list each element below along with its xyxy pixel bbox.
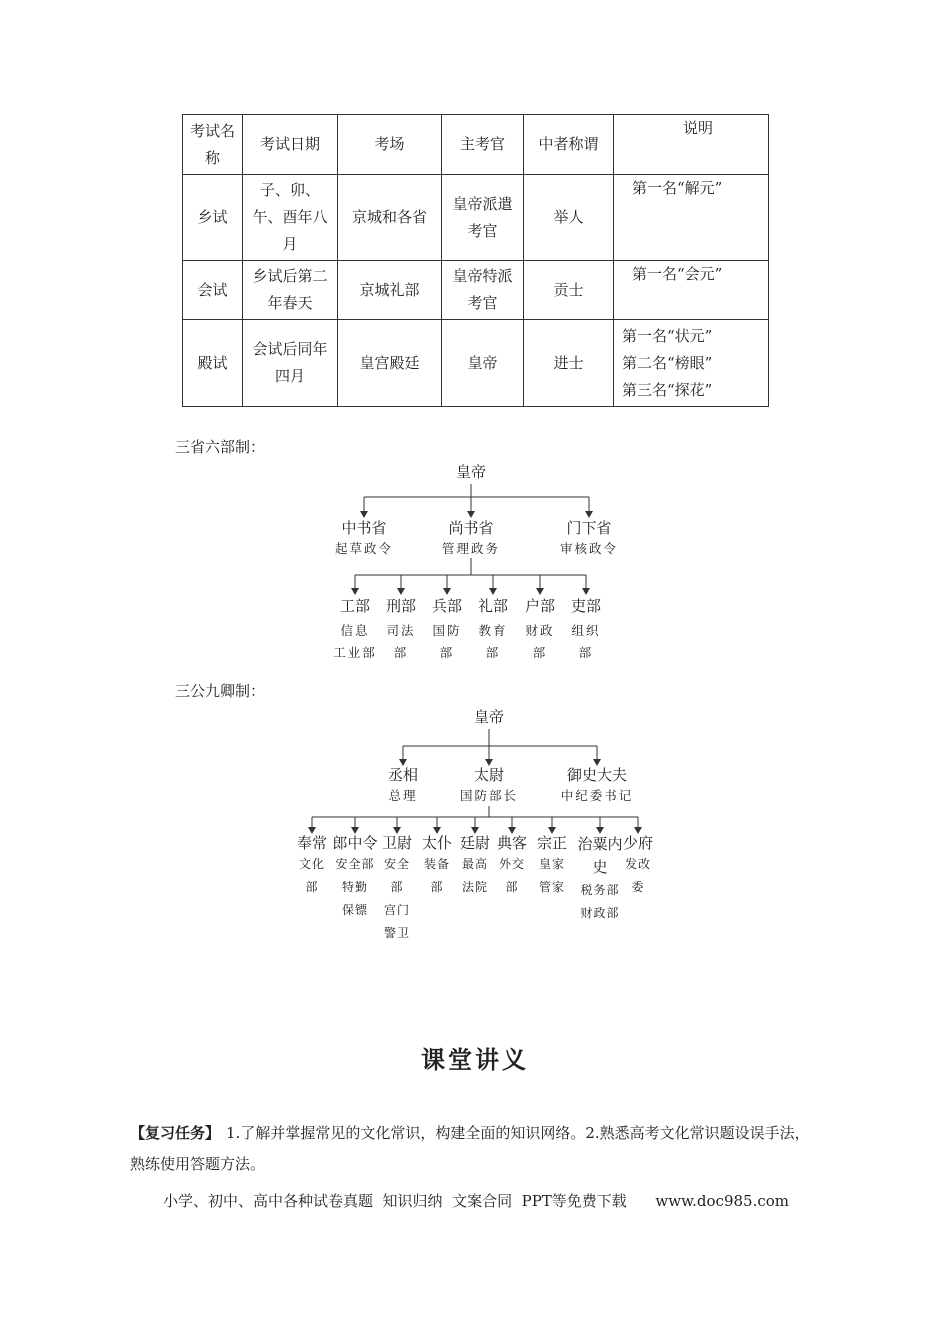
sangong-l2-node [623, 833, 653, 899]
sangong-l1-node [460, 765, 518, 807]
note-line: 第一名“状元” [622, 326, 713, 345]
node-desc: 国防 [432, 623, 462, 638]
node-desc: 财政 [525, 623, 555, 638]
node-name: 御史大夫 [566, 766, 628, 784]
sangong-l2-node [332, 833, 377, 922]
node-desc: 外交 [498, 857, 526, 871]
node-desc: 文化 [298, 857, 326, 871]
node-desc: 中纪委书记 [560, 788, 634, 803]
node-name: 工部 [339, 597, 371, 615]
node-desc: 委 [631, 880, 645, 894]
header-cell: 中者称谓 [524, 115, 614, 175]
node-desc: 组织 [571, 623, 601, 638]
node-name: 典客 [496, 834, 528, 852]
node-desc: 警卫 [383, 926, 411, 940]
node-desc: 信息 [340, 623, 370, 638]
exam-venue-cell: 京城和各省 [338, 175, 442, 261]
note-line: 第二名“榜眼” [622, 353, 713, 372]
node-desc: 部 [578, 645, 594, 660]
exam-date-cell: 子、卯、午、酉年八月 [243, 175, 338, 261]
review-task [130, 1118, 820, 1180]
node-desc: 国防部长 [459, 788, 519, 803]
exam-name-cell: 会试 [183, 261, 243, 320]
sangong-root [474, 707, 504, 727]
node-name: 户部 [524, 597, 556, 615]
node-name: 门下省 [566, 519, 612, 537]
node-desc: 部 [390, 880, 404, 894]
footer [163, 1190, 789, 1211]
node-desc: 起草政令 [334, 541, 394, 556]
node-desc: 税务部 [580, 883, 620, 897]
exam-name-cell: 殿试 [183, 320, 243, 407]
exam-title-cell: 进士 [524, 320, 614, 407]
node-name: 太尉 [473, 766, 505, 784]
header-cell: 考场 [338, 115, 442, 175]
node-name: 少府 [622, 834, 654, 852]
node-desc: 工业部 [333, 645, 377, 660]
sangong-l2-node [297, 833, 327, 899]
node-desc: 部 [393, 645, 409, 660]
sangong-l2-node [497, 833, 527, 899]
node-desc: 司法 [386, 623, 416, 638]
node-name: 中书省 [341, 519, 387, 537]
note-line: 第一名“解元” [632, 179, 723, 197]
node-name: 卫尉 [381, 834, 413, 852]
review-label: 【复习任务】 [130, 1124, 221, 1142]
node-name: 皇帝 [473, 708, 505, 726]
header-cell: 说明 [614, 115, 769, 175]
node-desc: 装备 [423, 857, 451, 871]
node-name: 郎中令 [332, 834, 378, 852]
exam-venue-cell: 皇宫殿廷 [338, 320, 442, 407]
node-desc: 部 [439, 645, 455, 660]
exam-venue-cell: 京城礼部 [338, 261, 442, 320]
node-desc: 部 [532, 645, 548, 660]
footer-url[interactable]: www.doc985.com [655, 1192, 790, 1210]
sansheng-label: 三省六部制： [175, 438, 266, 456]
exam-date-cell: 会试后同年四月 [243, 320, 338, 407]
node-name: 皇帝 [455, 463, 487, 481]
exam-examiner-cell: 皇帝派遣考官 [442, 175, 524, 261]
exam-examiner-cell: 皇帝 [442, 320, 524, 407]
node-desc: 部 [430, 880, 444, 894]
node-desc: 部 [485, 645, 501, 660]
sangong-l1-node [561, 765, 634, 807]
note-line: 第三名“探花” [622, 380, 713, 399]
node-name: 太仆 [421, 834, 453, 852]
header-cell: 考试日期 [243, 115, 338, 175]
exam-title-cell: 举人 [524, 175, 614, 261]
footer-text: 小学、初中、高中各种试卷真题 知识归纳 文案合同 PPT等免费下载 [163, 1192, 627, 1210]
sangong-label: 三公九卿制： [175, 682, 266, 700]
node-name: 尚书省 [448, 519, 494, 537]
node-desc: 宫门 [383, 903, 411, 917]
sangong-l2-node [575, 833, 625, 925]
header-cell: 主考官 [442, 115, 524, 175]
node-desc: 皇家 [538, 857, 566, 871]
node-name: 治粟内史 [577, 835, 623, 876]
node-desc: 审核政令 [559, 541, 619, 556]
node-name: 奉常 [296, 834, 328, 852]
sangong-l2-node [422, 833, 452, 899]
node-desc: 管家 [538, 880, 566, 894]
node-name: 礼部 [477, 597, 509, 615]
node-desc: 特勤 [341, 880, 369, 894]
node-name: 兵部 [431, 597, 463, 615]
node-desc: 教育 [478, 623, 508, 638]
exam-examiner-cell: 皇帝特派考官 [442, 261, 524, 320]
sangong-l1-node [388, 765, 418, 807]
node-desc: 管理政务 [441, 541, 501, 556]
exam-name-cell: 乡试 [183, 175, 243, 261]
node-name: 宗正 [536, 834, 568, 852]
note-line: 第一名“会元” [632, 265, 723, 283]
header-cell: 考试名称 [183, 115, 243, 175]
node-desc: 部 [305, 880, 319, 894]
node-name: 刑部 [385, 597, 417, 615]
node-desc: 安全部 [335, 857, 375, 871]
node-name: 吏部 [570, 597, 602, 615]
node-desc: 法院 [461, 880, 489, 894]
sangong-l2-node [537, 833, 567, 899]
node-desc: 财政部 [580, 906, 620, 920]
node-desc: 安全 [383, 857, 411, 871]
exam-title-cell: 贡士 [524, 261, 614, 320]
node-desc: 总理 [388, 788, 418, 803]
lecture-title: 课堂讲义 [421, 1046, 529, 1074]
exam-date-cell: 乡试后第二年春天 [243, 261, 338, 320]
review-text: 1.了解并掌握常见的文化常识，构建全面的知识网络。2.熟悉高考文化常识题设误手法，熟练使用答题方法。 [130, 1124, 810, 1173]
node-desc: 保镖 [341, 903, 369, 917]
node-desc: 最高 [461, 857, 489, 871]
node-name: 丞相 [387, 766, 419, 784]
node-desc: 发改 [624, 857, 652, 871]
node-desc: 部 [505, 880, 519, 894]
sangong-l2-node [382, 833, 412, 945]
node-name: 廷尉 [459, 834, 491, 852]
sangong-l2-node [460, 833, 490, 899]
